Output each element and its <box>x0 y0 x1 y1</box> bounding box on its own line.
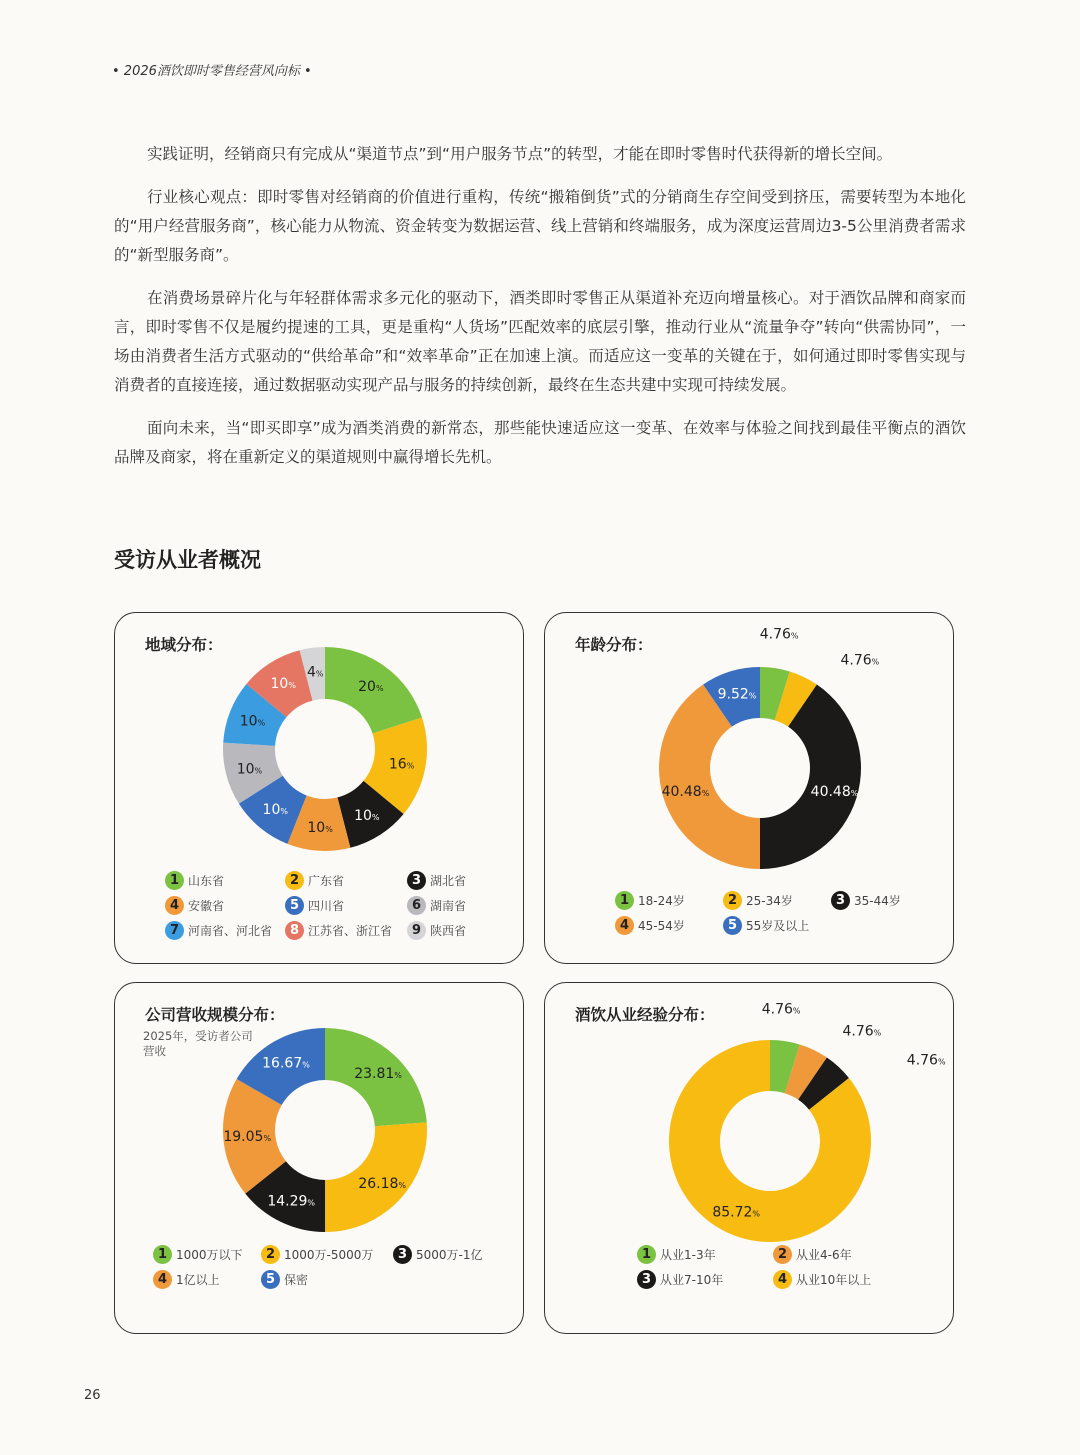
legend-number-badge: 8 <box>285 921 304 940</box>
legend-label: 湖北省 <box>430 874 467 888</box>
legend-item <box>285 921 392 940</box>
slice-value-label: 4% <box>306 664 324 681</box>
slice-value-label: 26.18% <box>358 1176 407 1193</box>
legend-number-badge: 2 <box>723 891 742 910</box>
legend-number-badge: 3 <box>637 1270 656 1289</box>
legend-item <box>165 921 272 940</box>
legend-item <box>407 871 466 890</box>
revenue-legend <box>115 983 523 1333</box>
legend-item <box>723 891 793 910</box>
slice-value-label: 16.67% <box>262 1055 310 1072</box>
legend-label: 55岁及以上 <box>746 919 810 933</box>
legend-item <box>773 1270 871 1289</box>
legend-label: 1000万-5000万 <box>284 1248 374 1262</box>
slice-value-label: 10% <box>354 807 380 824</box>
legend-item <box>285 871 344 890</box>
experience-legend <box>545 983 953 1333</box>
legend-label: 25-34岁 <box>746 894 793 908</box>
slice-value-label: 9.52% <box>717 686 757 703</box>
paragraph: 行业核心观点：即时零售对经销商的价值进行重构，传统“搬箱倒货”式的分销商生存空间受到挤压，需要转型为本地化的“用户经营服务商”，核心能力从物流、资金转变为数据运营、线上营销和终端服务，成为深度运营周边3-5公里消费者需求的“新型服务商”。 <box>114 188 966 264</box>
slice-value-label: 4.76% <box>840 652 880 669</box>
legend-item <box>407 896 466 915</box>
legend-number-badge: 1 <box>637 1245 656 1264</box>
slice-value-label: 4.76% <box>842 1023 882 1040</box>
body-text <box>114 140 966 486</box>
legend-number-badge: 6 <box>407 896 426 915</box>
legend-item <box>393 1245 483 1264</box>
legend-label: 从业7-10年 <box>660 1273 724 1287</box>
slice-value-label: 4.76% <box>906 1052 946 1069</box>
legend-number-badge: 3 <box>831 891 850 910</box>
legend-label: 陕西省 <box>430 924 467 938</box>
legend-item <box>615 891 685 910</box>
slice-value-label: 16% <box>388 756 415 773</box>
legend-number-badge: 1 <box>153 1245 172 1264</box>
legend-label: 从业4-6年 <box>796 1248 852 1262</box>
slice-value-label: 4.76% <box>759 626 799 643</box>
legend-label: 35-44岁 <box>854 894 901 908</box>
legend-number-badge: 2 <box>285 871 304 890</box>
legend-item <box>723 916 809 935</box>
legend-label: 江苏省、浙江省 <box>308 924 393 938</box>
slice-value-label: 20% <box>358 678 384 695</box>
legend-item <box>615 916 685 935</box>
legend-label: 45-54岁 <box>638 919 685 933</box>
legend-label: 河南省、河北省 <box>188 924 273 938</box>
legend-number-badge: 2 <box>773 1245 792 1264</box>
legend-item <box>261 1270 308 1289</box>
slice-value-label: 14.29% <box>267 1193 316 1210</box>
legend-item <box>407 921 466 940</box>
legend-label: 山东省 <box>188 874 225 888</box>
slice-value-label: 19.05% <box>223 1128 272 1145</box>
slice-value-label: 10% <box>239 713 266 730</box>
legend-number-badge: 3 <box>407 871 426 890</box>
slice-value-label: 4.76% <box>761 1001 801 1018</box>
legend-label: 湖南省 <box>430 899 467 913</box>
legend-label: 安徽省 <box>188 899 225 913</box>
slice-value-label: 23.81% <box>354 1065 402 1082</box>
legend-label: 广东省 <box>308 874 345 888</box>
chart-title: 地域分布： <box>145 636 223 654</box>
legend-number-badge: 4 <box>773 1270 792 1289</box>
slice-value-label: 40.48% <box>810 783 859 800</box>
legend-item <box>261 1245 373 1264</box>
slice-value-label: 40.48% <box>661 783 710 800</box>
legend-label: 保密 <box>284 1273 309 1287</box>
legend-number-badge: 7 <box>165 921 184 940</box>
age-legend <box>545 613 953 963</box>
region-chart-panel <box>114 612 524 964</box>
legend-number-badge: 5 <box>261 1270 280 1289</box>
region-legend <box>115 613 523 963</box>
chart-title: 年龄分布： <box>575 636 653 654</box>
chart-title: 公司营收规模分布： <box>145 1006 285 1024</box>
legend-number-badge: 3 <box>393 1245 412 1264</box>
legend-item <box>165 896 224 915</box>
legend-number-badge: 4 <box>165 896 184 915</box>
experience-chart-panel <box>544 982 954 1334</box>
legend-number-badge: 5 <box>285 896 304 915</box>
legend-number-badge: 1 <box>165 871 184 890</box>
chart-subtitle: 2025年，受访者公司营收 <box>143 1029 253 1058</box>
legend-item <box>637 1245 716 1264</box>
slice-value-label: 10% <box>270 676 296 693</box>
legend-label: 从业1-3年 <box>660 1248 716 1262</box>
legend-label: 1000万以下 <box>176 1248 243 1262</box>
slice-value-label: 85.72% <box>712 1204 761 1221</box>
slice-value-label: 10% <box>307 819 333 836</box>
age-chart-panel <box>544 612 954 964</box>
legend-item <box>153 1270 220 1289</box>
legend-label: 18-24岁 <box>638 894 685 908</box>
legend-item <box>153 1245 243 1264</box>
legend-item <box>285 896 344 915</box>
legend-item <box>637 1270 723 1289</box>
legend-number-badge: 4 <box>153 1270 172 1289</box>
page-number: 26 <box>84 1388 101 1403</box>
paragraph: 在消费场景碎片化与年轻群体需求多元化的驱动下，酒类即时零售正从渠道补充迈向增量核心。对于酒饮品牌和商家而言，即时零售不仅是履约提速的工具，更是重构“人货场”匹配效率的底层引擎，推动行业从“流量争夺”转向“供需协同”，一场由消费者生活方式驱动的“供给革命”和“效率革命”正在加速上演。而适应这一变革的关键在于，如何通过即时零售实现与消费者的直接连接，通过数据驱动实现产品与服务的持续创新，最终在生态共建中实现可持续发展。 <box>114 289 966 394</box>
legend-number-badge: 9 <box>407 921 426 940</box>
legend-label: 四川省 <box>308 899 345 913</box>
revenue-chart-panel <box>114 982 524 1334</box>
slice-value-label: 10% <box>262 802 288 819</box>
report-header: • 2026酒饮即时零售经营风向标 • <box>112 64 312 79</box>
legend-item <box>831 891 901 910</box>
section-title: 受访从业者概况 <box>114 547 261 572</box>
slice-value-label: 10% <box>236 761 263 778</box>
legend-number-badge: 5 <box>723 916 742 935</box>
legend-label: 5000万-1亿 <box>416 1248 483 1262</box>
paragraph: 面向未来，当“即买即享”成为酒类消费的新常态，那些能快速适应这一变革、在效率与体验之间找到最佳平衡点的酒饮品牌及商家，将在重新定义的渠道规则中赢得增长先机。 <box>114 419 966 466</box>
legend-number-badge: 1 <box>615 891 634 910</box>
paragraph: 实践证明，经销商只有完成从“渠道节点”到“用户服务节点”的转型，才能在即时零售时代获得新的增长空间。 <box>147 145 893 163</box>
legend-label: 从业10年以上 <box>796 1273 872 1287</box>
legend-number-badge: 2 <box>261 1245 280 1264</box>
chart-title: 酒饮从业经验分布： <box>575 1006 715 1024</box>
legend-item <box>773 1245 852 1264</box>
legend-label: 1亿以上 <box>176 1273 220 1287</box>
legend-item <box>165 871 224 890</box>
legend-number-badge: 4 <box>615 916 634 935</box>
